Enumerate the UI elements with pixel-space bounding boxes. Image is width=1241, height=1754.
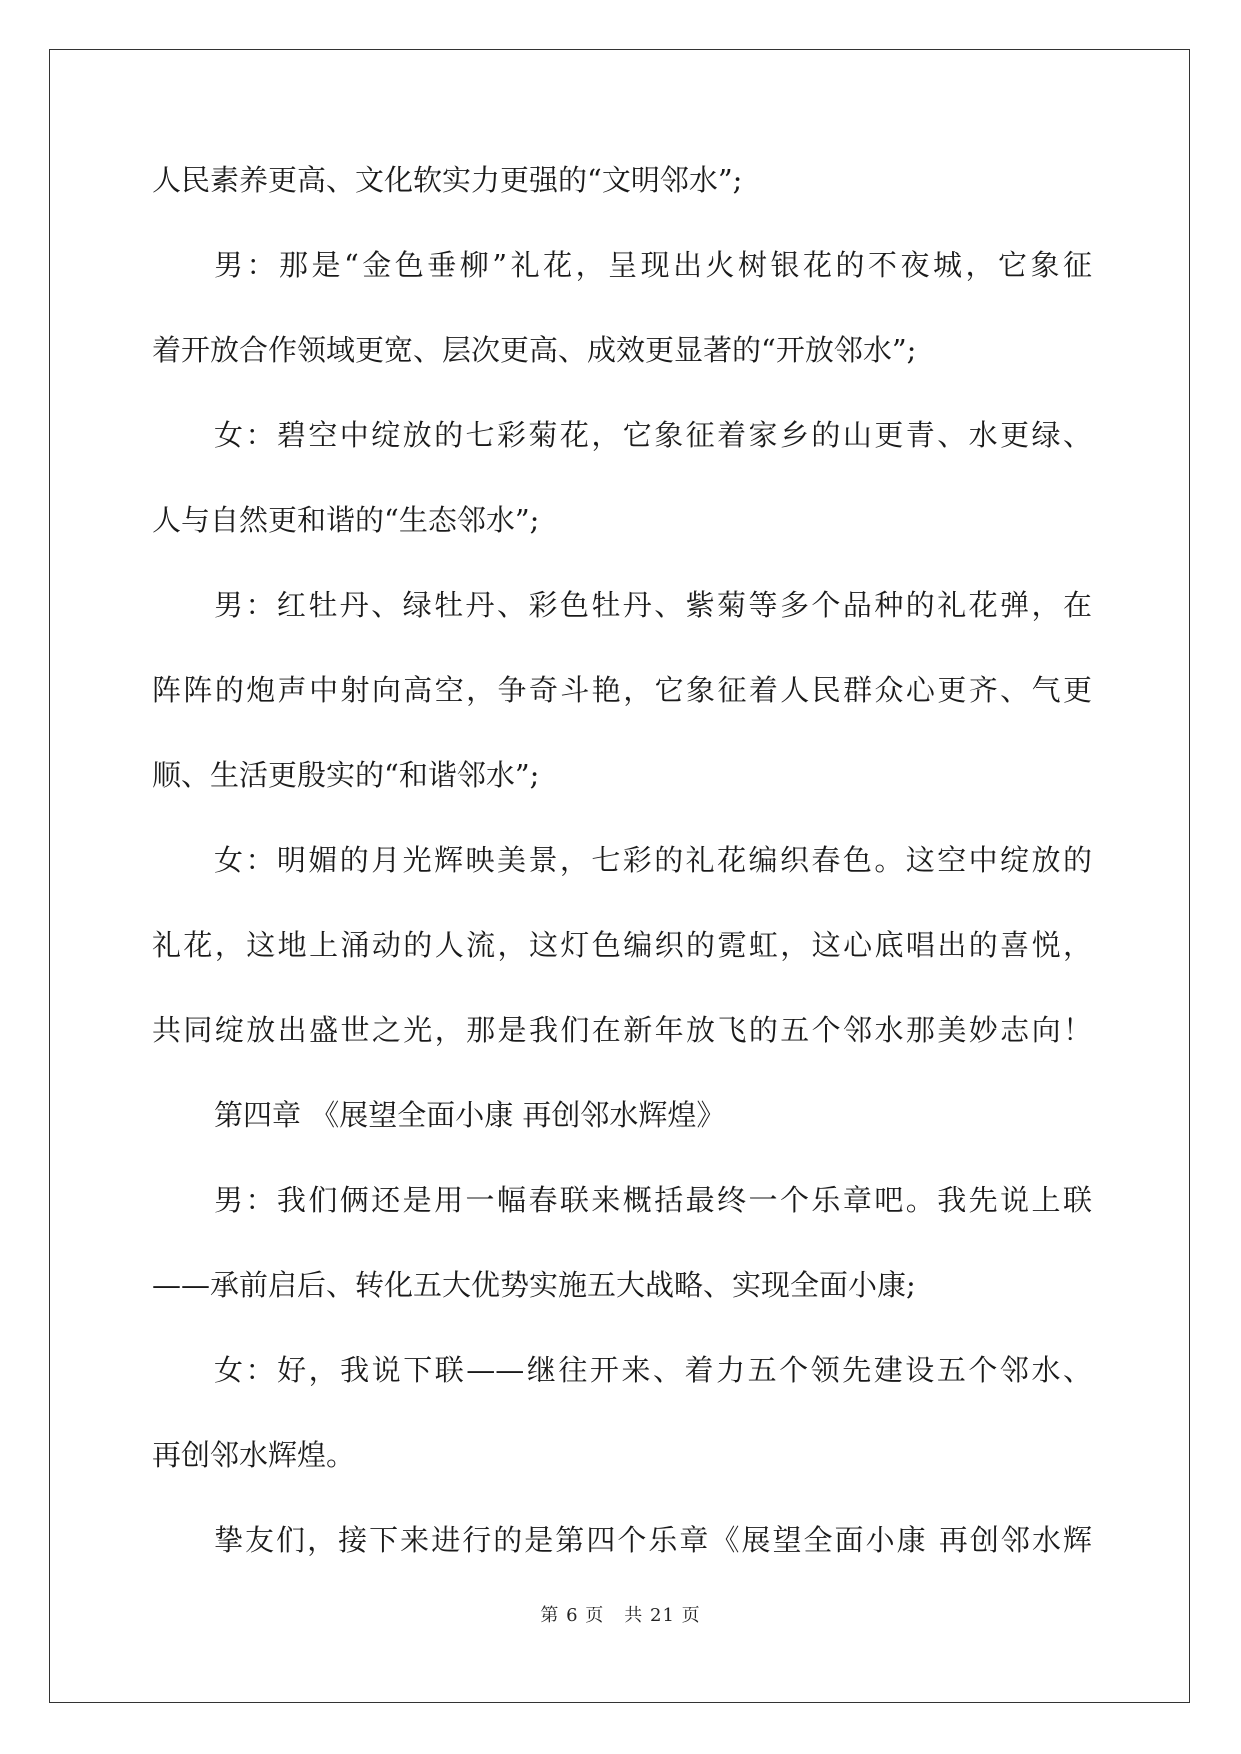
document-body xyxy=(152,163,1092,1611)
text-line: ——承前启后、转化五大优势实施五大战略、实现全面小康; xyxy=(152,1268,916,1302)
text-line: 阵阵的炮声中射向高空，争奇斗艳，它象征着人民群众心更齐、气更 xyxy=(152,673,1092,707)
text-line: 女：碧空中绽放的七彩菊花，它象征着家乡的山更青、水更绿、 xyxy=(214,418,1092,452)
text-line: 着开放合作领域更宽、层次更高、成效更显著的“开放邻水”; xyxy=(152,333,917,367)
chapter-heading: 第四章 《展望全面小康 再创邻水辉煌》 xyxy=(214,1098,726,1132)
text-line: 礼花，这地上涌动的人流，这灯色编织的霓虹，这心底唱出的喜悦， xyxy=(152,928,1092,962)
text-line: 男：红牡丹、绿牡丹、彩色牡丹、紫菊等多个品种的礼花弹，在 xyxy=(214,588,1092,622)
text-line: 人民素养更高、文化软实力更强的“文明邻水”; xyxy=(152,163,743,197)
text-line: 女：明媚的月光辉映美景，七彩的礼花编织春色。这空中绽放的 xyxy=(214,843,1092,877)
text-line: 挚友们，接下来进行的是第四个乐章《展望全面小康 再创邻水辉 xyxy=(214,1523,1092,1557)
text-line: 人与自然更和谐的“生态邻水”; xyxy=(152,503,540,537)
text-line: 再创邻水辉煌。 xyxy=(152,1438,356,1472)
text-line: 男：我们俩还是用一幅春联来概括最终一个乐章吧。我先说上联 xyxy=(214,1183,1092,1217)
text-line: 顺、生活更殷实的“和谐邻水”; xyxy=(152,758,540,792)
page-number: 第 6 页 xyxy=(540,1605,605,1626)
text-line: 女：好，我说下联——继往开来、着力五个领先建设五个邻水、 xyxy=(214,1353,1092,1387)
text-line: 男：那是“金色垂柳”礼花，呈现出火树银花的不夜城，它象征 xyxy=(214,248,1092,282)
page-total: 共 21 页 xyxy=(624,1605,701,1626)
page-footer xyxy=(0,1601,1241,1627)
text-line: 共同绽放出盛世之光，那是我们在新年放飞的五个邻水那美妙志向！ xyxy=(152,1013,1092,1047)
